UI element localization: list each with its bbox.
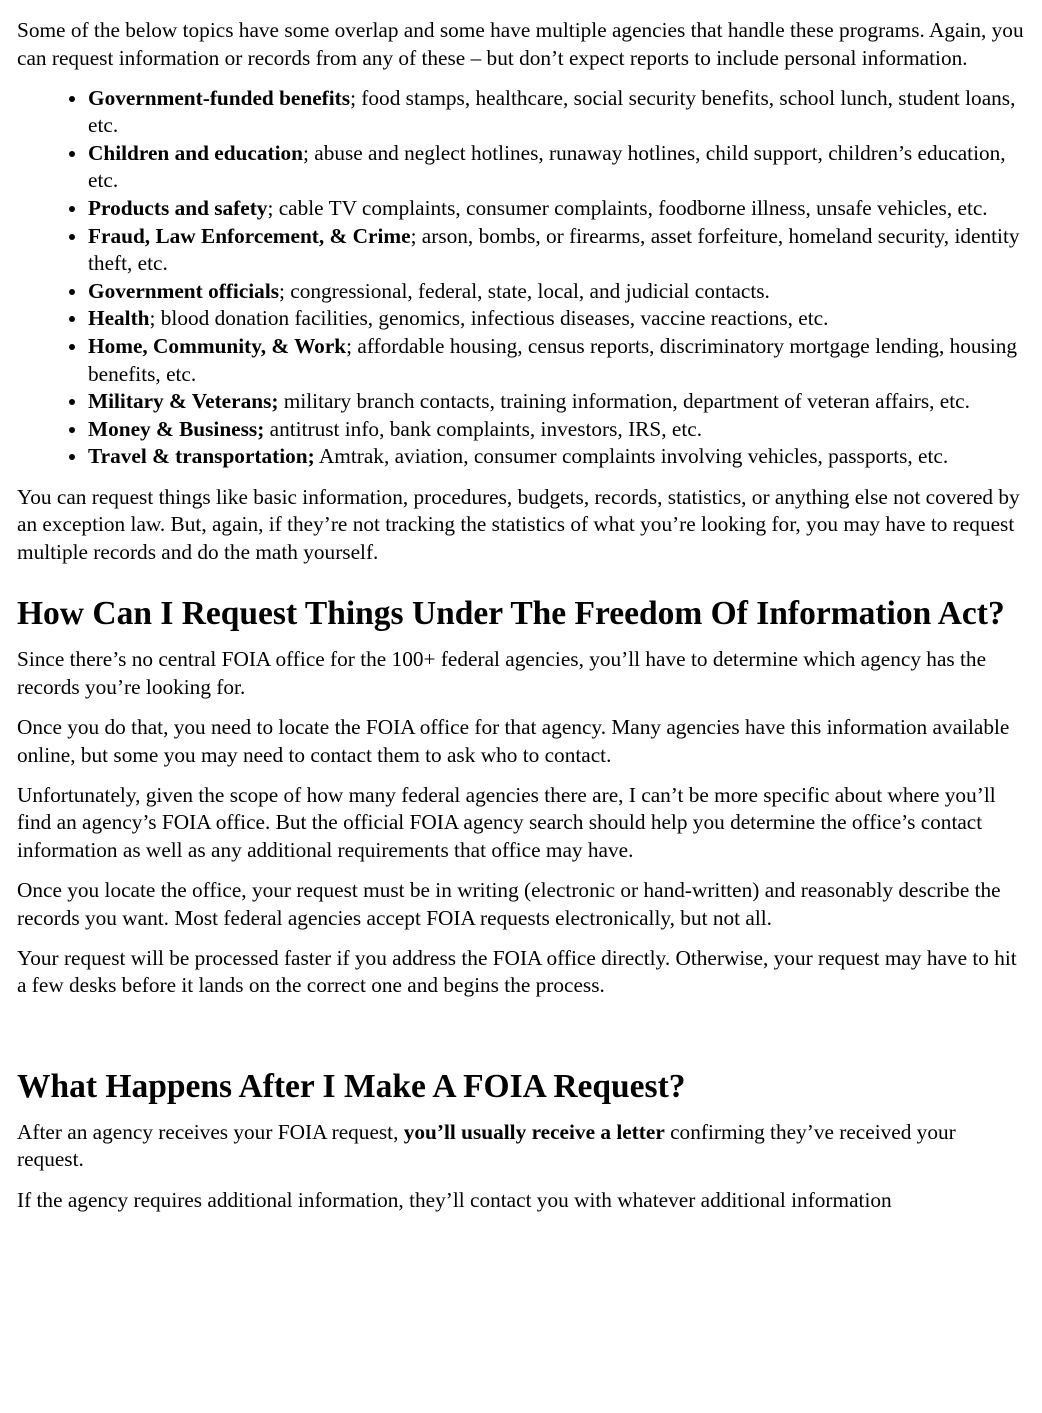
topic-description: ; affordable housing, census reports, discriminatory mortgage lending, housing benefits, etc. — [88, 334, 1018, 386]
list-item — [88, 223, 1025, 278]
paragraph: Your request will be processed faster if you address the FOIA office directly. Otherwise, your request may have to hit a few desks before it lands on the correct one and begins the process. — [17, 945, 1017, 998]
list-item — [88, 333, 1025, 388]
list-item — [88, 195, 1025, 223]
topic-description: ; arson, bombs, or firearms, asset forfeiture, homeland security, identity theft, etc. — [88, 223, 1020, 276]
topic-title: Government officials — [88, 278, 280, 303]
paragraph — [17, 1119, 1025, 1174]
paragraph: Once you locate the office, your request must be in writing (electronic or hand-written) and reasonably describe the records you want. Most federal agencies accept FOIA requests electronically, but not all. — [17, 877, 1001, 930]
text-span: After an agency receives your FOIA request, — [17, 1119, 404, 1144]
paragraph: Since there’s no central FOIA office for the 100+ federal agencies, you’ll have to determine which agency has the records you’re looking for. — [17, 647, 987, 699]
topic-description: ; food stamps, healthcare, social security benefits, school lunch, student loans, etc. — [88, 85, 1016, 138]
section-heading-request: How Can I Request Things Under The Freedom Of Information Act? — [17, 595, 1005, 633]
topic-title: Money & Business; — [88, 416, 265, 441]
bold-text: you’ll usually receive a letter — [403, 1119, 665, 1144]
topic-title: Home, Community, & Work — [88, 334, 347, 359]
intro-paragraph: Some of the below topics have some overlap and some have multiple agencies that handle these programs. Again, you can request information or records from any of these – but don’t expect reports to include personal information. — [17, 18, 1024, 70]
topic-description: ; cable TV complaints, consumer complaints, foodborne illness, unsafe vehicles, etc. — [267, 196, 988, 221]
topic-description: ; blood donation facilities, genomics, infectious diseases, vaccine reactions, etc. — [149, 306, 829, 331]
list-item — [88, 388, 1025, 416]
paragraph: Once you do that, you need to locate the FOIA office for that agency. Many agencies have this information available online, but some you may need to contact them to ask who to contact. — [17, 714, 1010, 767]
topic-description: ; congressional, federal, state, local, and judicial contacts. — [279, 278, 770, 303]
list-item — [88, 278, 1025, 306]
topic-title: Children and education — [88, 140, 303, 165]
list-item — [88, 443, 1025, 471]
topic-title: Health — [88, 306, 150, 331]
topic-title: Travel & transportation; — [88, 444, 315, 469]
list-item — [88, 85, 1025, 140]
topics-list — [17, 85, 1025, 471]
paragraph: Unfortunately, given the scope of how many federal agencies there are, I can’t be more specific about where you’ll find an agency’s FOIA office. But the official FOIA agency search should help you determine the office’s contact information as well as any additional requirements that office may have. — [17, 782, 996, 862]
list-item — [88, 416, 1025, 444]
topic-title: Fraud, Law Enforcement, & Crime — [88, 223, 411, 248]
topic-title: Products and safety — [88, 196, 268, 221]
list-item — [88, 140, 1025, 195]
section-heading-after-request: What Happens After I Make A FOIA Request? — [17, 1067, 686, 1105]
list-item — [88, 305, 1025, 333]
text-span: confirming they’ve received your request. — [17, 1119, 956, 1172]
topic-description: Amtrak, aviation, consumer complaints involving vehicles, passports, etc. — [314, 444, 949, 469]
topic-description: ; abuse and neglect hotlines, runaway hotlines, child support, children’s education, etc. — [88, 140, 1006, 193]
topic-description: military branch contacts, training information, department of veteran affairs, etc. — [278, 389, 970, 414]
topic-title: Military & Veterans; — [88, 389, 279, 414]
paragraph: If the agency requires additional information, they’ll contact you with whatever additional information — [17, 1187, 892, 1212]
topic-description: antitrust info, bank complaints, investors, IRS, etc. — [264, 416, 703, 441]
after-list-paragraph: You can request things like basic information, procedures, budgets, records, statistics, or anything else not covered by an exception law. But, again, if they’re not tracking the statistics of what you’re looking for, you may have to request multiple records and do the math yourself. — [17, 484, 1020, 564]
topic-title: Government-funded benefits — [88, 85, 351, 110]
